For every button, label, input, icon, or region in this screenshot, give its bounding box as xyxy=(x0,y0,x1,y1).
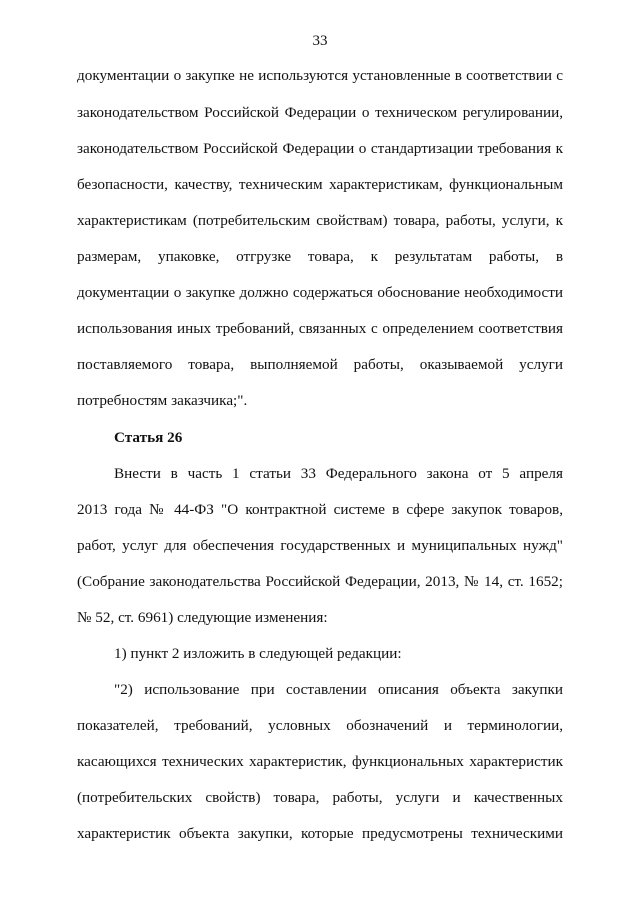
text-line: (потребительских свойств) товара, работы, услуги и качественных xyxy=(77,789,563,806)
text-line: касающихся технических характеристик, функциональных характеристик xyxy=(77,753,563,770)
text-line: характеристикам (потребительским свойствам) товара, работы, услуги, к xyxy=(77,212,563,229)
text-line: размерам, упаковке, отгрузке товара, к результатам работы, в xyxy=(77,248,563,265)
text-line: характеристик объекта закупки, которые предусмотрены техническими xyxy=(77,825,563,842)
text-line: показателей, требований, условных обозначений и терминологии, xyxy=(77,717,563,734)
text-line: Внести в часть 1 статьи 33 Федерального закона от 5 апреля xyxy=(114,465,563,482)
text-line: поставляемого товара, выполняемой работы, оказываемой услуги xyxy=(77,356,563,373)
text-line: (Собрание законодательства Российской Федерации, 2013, № 14, ст. 1652; xyxy=(77,573,563,590)
text-line: "2) использование при составлении описания объекта закупки xyxy=(114,681,563,698)
text-line: законодательством Российской Федерации о техническом регулировании, xyxy=(77,104,563,121)
text-line: законодательством Российской Федерации о стандартизации требования к xyxy=(77,140,563,157)
text-line: 1) пункт 2 изложить в следующей редакции: xyxy=(114,645,402,662)
page-number: 33 xyxy=(312,33,328,49)
text-line: документации о закупке должно содержаться обоснование необходимости xyxy=(77,284,563,301)
text-line: № 52, ст. 6961) следующие изменения: xyxy=(77,609,328,626)
text-line: 2013 года № 44-ФЗ "О контрактной системе в сфере закупок товаров, xyxy=(77,501,563,518)
article-heading: Статья 26 xyxy=(114,429,183,446)
text-line: использования иных требований, связанных с определением соответствия xyxy=(77,320,563,337)
text-line: потребностям заказчика;". xyxy=(77,392,248,409)
text-line: документации о закупке не используются установленные в соответствии с xyxy=(77,67,563,84)
text-line: работ, услуг для обеспечения государственных и муниципальных нужд" xyxy=(77,537,563,554)
text-line: безопасности, качеству, техническим характеристикам, функциональным xyxy=(77,176,563,193)
